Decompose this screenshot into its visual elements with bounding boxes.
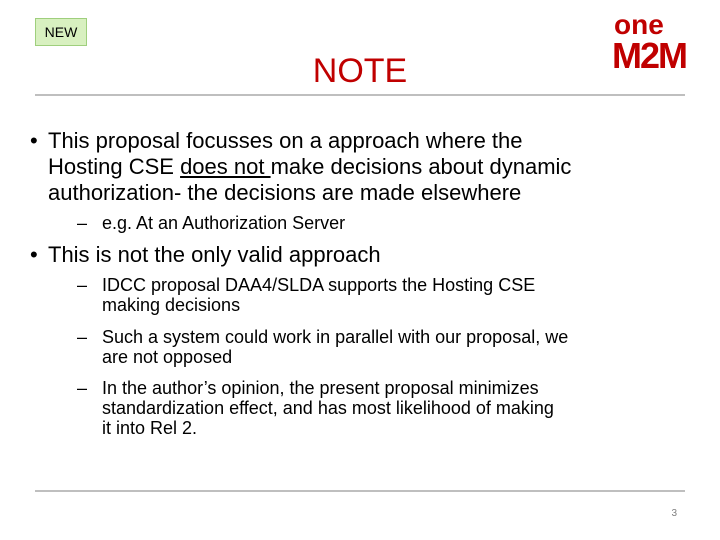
dash-marker: – (77, 327, 88, 347)
emphasis-does-not: does not (180, 154, 271, 179)
bottom-divider (35, 490, 685, 492)
bullet-2-sub-3: – In the author’s opinion, the present proposal minimizes standardization effect, and has most likelihood of making it into Rel 2. (77, 378, 554, 438)
bullet-1-sub-1: – e.g. At an Authorization Server (77, 213, 346, 233)
dash-marker: – (77, 275, 88, 295)
dash-marker: – (77, 213, 88, 233)
bullet-2-sub-2: – Such a system could work in parallel with our proposal, we are not opposed (77, 327, 569, 367)
bullet-dot: • (30, 128, 38, 153)
dash-marker: – (77, 378, 88, 398)
top-divider (35, 94, 685, 96)
page-number: 3 (671, 508, 677, 519)
bullet-1-line-2: Hosting CSE does not make decisions about dynamic (48, 154, 572, 179)
bullet-1-line-3: authorization- the decisions are made elsewhere (48, 180, 522, 205)
bullet-dot: • (30, 242, 38, 267)
bullet-2-sub-1: – IDCC proposal DAA4/SLDA supports the Hosting CSE making decisions (77, 275, 536, 315)
new-badge: NEW (35, 18, 87, 46)
bullet-1 (30, 128, 572, 206)
logo-line1: one (614, 9, 664, 40)
bullet-2 (30, 242, 381, 268)
bullet-1-line-1: This proposal focusses on a approach where the (48, 128, 523, 153)
slide-title: NOTE (312, 52, 408, 90)
logo-line2: M2M (612, 35, 686, 74)
bullet-2-line-1: This is not the only valid approach (48, 242, 381, 267)
